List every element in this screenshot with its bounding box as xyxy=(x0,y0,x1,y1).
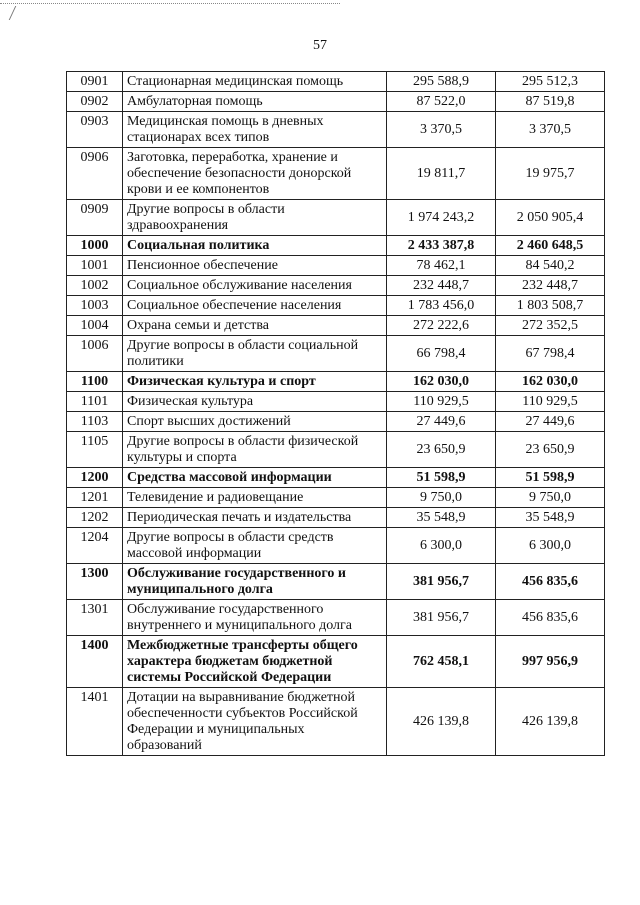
name-cell: Телевидение и радиовещание xyxy=(123,488,387,508)
first-value-cell: 1 974 243,2 xyxy=(387,200,496,236)
table-row xyxy=(67,296,605,316)
second-value-cell: 27 449,6 xyxy=(496,412,605,432)
code-cell: 1103 xyxy=(67,412,123,432)
budget-table-body xyxy=(67,72,605,756)
first-value-cell: 762 458,1 xyxy=(387,636,496,688)
code-cell: 0901 xyxy=(67,72,123,92)
second-value-cell: 295 512,3 xyxy=(496,72,605,92)
name-cell: Другие вопросы в области средств массовой информации xyxy=(123,528,387,564)
code-cell: 0906 xyxy=(67,148,123,200)
code-cell: 0909 xyxy=(67,200,123,236)
scan-edge-line xyxy=(0,3,340,4)
second-value-cell: 272 352,5 xyxy=(496,316,605,336)
name-cell: Межбюджетные трансферты общего характера бюджетам бюджетной системы Российской Федерации xyxy=(123,636,387,688)
name-cell: Спорт высших достижений xyxy=(123,412,387,432)
name-cell: Обслуживание государственного и муниципального долга xyxy=(123,564,387,600)
first-value-cell: 6 300,0 xyxy=(387,528,496,564)
table-row xyxy=(67,488,605,508)
table-row xyxy=(67,336,605,372)
name-cell: Другие вопросы в области физической культуры и спорта xyxy=(123,432,387,468)
name-cell: Медицинская помощь в дневных стационарах всех типов xyxy=(123,112,387,148)
second-value-cell: 19 975,7 xyxy=(496,148,605,200)
first-value-cell: 2 433 387,8 xyxy=(387,236,496,256)
first-value-cell: 87 522,0 xyxy=(387,92,496,112)
code-cell: 1301 xyxy=(67,600,123,636)
name-cell: Средства массовой информации xyxy=(123,468,387,488)
name-cell: Заготовка, переработка, хранение и обеспечение безопасности донорской крови и ее компонентов xyxy=(123,148,387,200)
section-total-row xyxy=(67,636,605,688)
second-value-cell: 232 448,7 xyxy=(496,276,605,296)
code-cell: 1105 xyxy=(67,432,123,468)
second-value-cell: 162 030,0 xyxy=(496,372,605,392)
second-value-cell: 51 598,9 xyxy=(496,468,605,488)
first-value-cell: 295 588,9 xyxy=(387,72,496,92)
name-cell: Обслуживание государственного внутреннего и муниципального долга xyxy=(123,600,387,636)
code-cell: 0903 xyxy=(67,112,123,148)
first-value-cell: 272 222,6 xyxy=(387,316,496,336)
code-cell: 1002 xyxy=(67,276,123,296)
table-row xyxy=(67,148,605,200)
name-cell: Периодическая печать и издательства xyxy=(123,508,387,528)
name-cell: Другие вопросы в области социальной политики xyxy=(123,336,387,372)
budget-table xyxy=(66,71,605,756)
code-cell: 1001 xyxy=(67,256,123,276)
code-cell: 0902 xyxy=(67,92,123,112)
second-value-cell: 110 929,5 xyxy=(496,392,605,412)
first-value-cell: 23 650,9 xyxy=(387,432,496,468)
first-value-cell: 3 370,5 xyxy=(387,112,496,148)
second-value-cell: 84 540,2 xyxy=(496,256,605,276)
name-cell: Физическая культура xyxy=(123,392,387,412)
table-row xyxy=(67,508,605,528)
second-value-cell: 2 050 905,4 xyxy=(496,200,605,236)
name-cell: Социальное обслуживание населения xyxy=(123,276,387,296)
name-cell: Пенсионное обеспечение xyxy=(123,256,387,276)
code-cell: 1300 xyxy=(67,564,123,600)
second-value-cell: 426 139,8 xyxy=(496,688,605,756)
code-cell: 1401 xyxy=(67,688,123,756)
name-cell: Стационарная медицинская помощь xyxy=(123,72,387,92)
table-row xyxy=(67,392,605,412)
section-total-row xyxy=(67,564,605,600)
code-cell: 1003 xyxy=(67,296,123,316)
first-value-cell: 110 929,5 xyxy=(387,392,496,412)
code-cell: 1004 xyxy=(67,316,123,336)
second-value-cell: 35 548,9 xyxy=(496,508,605,528)
first-value-cell: 1 783 456,0 xyxy=(387,296,496,316)
name-cell: Охрана семьи и детства xyxy=(123,316,387,336)
table-row xyxy=(67,72,605,92)
second-value-cell: 87 519,8 xyxy=(496,92,605,112)
first-value-cell: 19 811,7 xyxy=(387,148,496,200)
name-cell: Другие вопросы в области здравоохранения xyxy=(123,200,387,236)
second-value-cell: 997 956,9 xyxy=(496,636,605,688)
section-total-row xyxy=(67,468,605,488)
name-cell: Амбулаторная помощь xyxy=(123,92,387,112)
first-value-cell: 426 139,8 xyxy=(387,688,496,756)
section-total-row xyxy=(67,236,605,256)
first-value-cell: 27 449,6 xyxy=(387,412,496,432)
second-value-cell: 456 835,6 xyxy=(496,600,605,636)
page-number: 57 xyxy=(313,38,327,53)
table-row xyxy=(67,92,605,112)
name-cell: Дотации на выравнивание бюджетной обеспеченности субъектов Российской Федерации и муниципальных образований xyxy=(123,688,387,756)
table-row xyxy=(67,276,605,296)
code-cell: 1101 xyxy=(67,392,123,412)
first-value-cell: 78 462,1 xyxy=(387,256,496,276)
second-value-cell: 6 300,0 xyxy=(496,528,605,564)
first-value-cell: 381 956,7 xyxy=(387,564,496,600)
table-row xyxy=(67,600,605,636)
second-value-cell: 23 650,9 xyxy=(496,432,605,468)
code-cell: 1201 xyxy=(67,488,123,508)
code-cell: 1202 xyxy=(67,508,123,528)
code-cell: 1000 xyxy=(67,236,123,256)
second-value-cell: 9 750,0 xyxy=(496,488,605,508)
first-value-cell: 51 598,9 xyxy=(387,468,496,488)
table-row xyxy=(67,316,605,336)
table-row xyxy=(67,688,605,756)
second-value-cell: 3 370,5 xyxy=(496,112,605,148)
second-value-cell: 67 798,4 xyxy=(496,336,605,372)
first-value-cell: 381 956,7 xyxy=(387,600,496,636)
scan-corner-mark xyxy=(9,6,27,20)
name-cell: Социальная политика xyxy=(123,236,387,256)
first-value-cell: 9 750,0 xyxy=(387,488,496,508)
table-row xyxy=(67,528,605,564)
second-value-cell: 456 835,6 xyxy=(496,564,605,600)
table-row xyxy=(67,412,605,432)
name-cell: Социальное обеспечение населения xyxy=(123,296,387,316)
second-value-cell: 2 460 648,5 xyxy=(496,236,605,256)
table-row xyxy=(67,432,605,468)
code-cell: 1400 xyxy=(67,636,123,688)
first-value-cell: 35 548,9 xyxy=(387,508,496,528)
code-cell: 1006 xyxy=(67,336,123,372)
code-cell: 1100 xyxy=(67,372,123,392)
code-cell: 1200 xyxy=(67,468,123,488)
second-value-cell: 1 803 508,7 xyxy=(496,296,605,316)
section-total-row xyxy=(67,372,605,392)
first-value-cell: 232 448,7 xyxy=(387,276,496,296)
table-row xyxy=(67,112,605,148)
first-value-cell: 66 798,4 xyxy=(387,336,496,372)
table-row xyxy=(67,256,605,276)
first-value-cell: 162 030,0 xyxy=(387,372,496,392)
code-cell: 1204 xyxy=(67,528,123,564)
name-cell: Физическая культура и спорт xyxy=(123,372,387,392)
table-row xyxy=(67,200,605,236)
